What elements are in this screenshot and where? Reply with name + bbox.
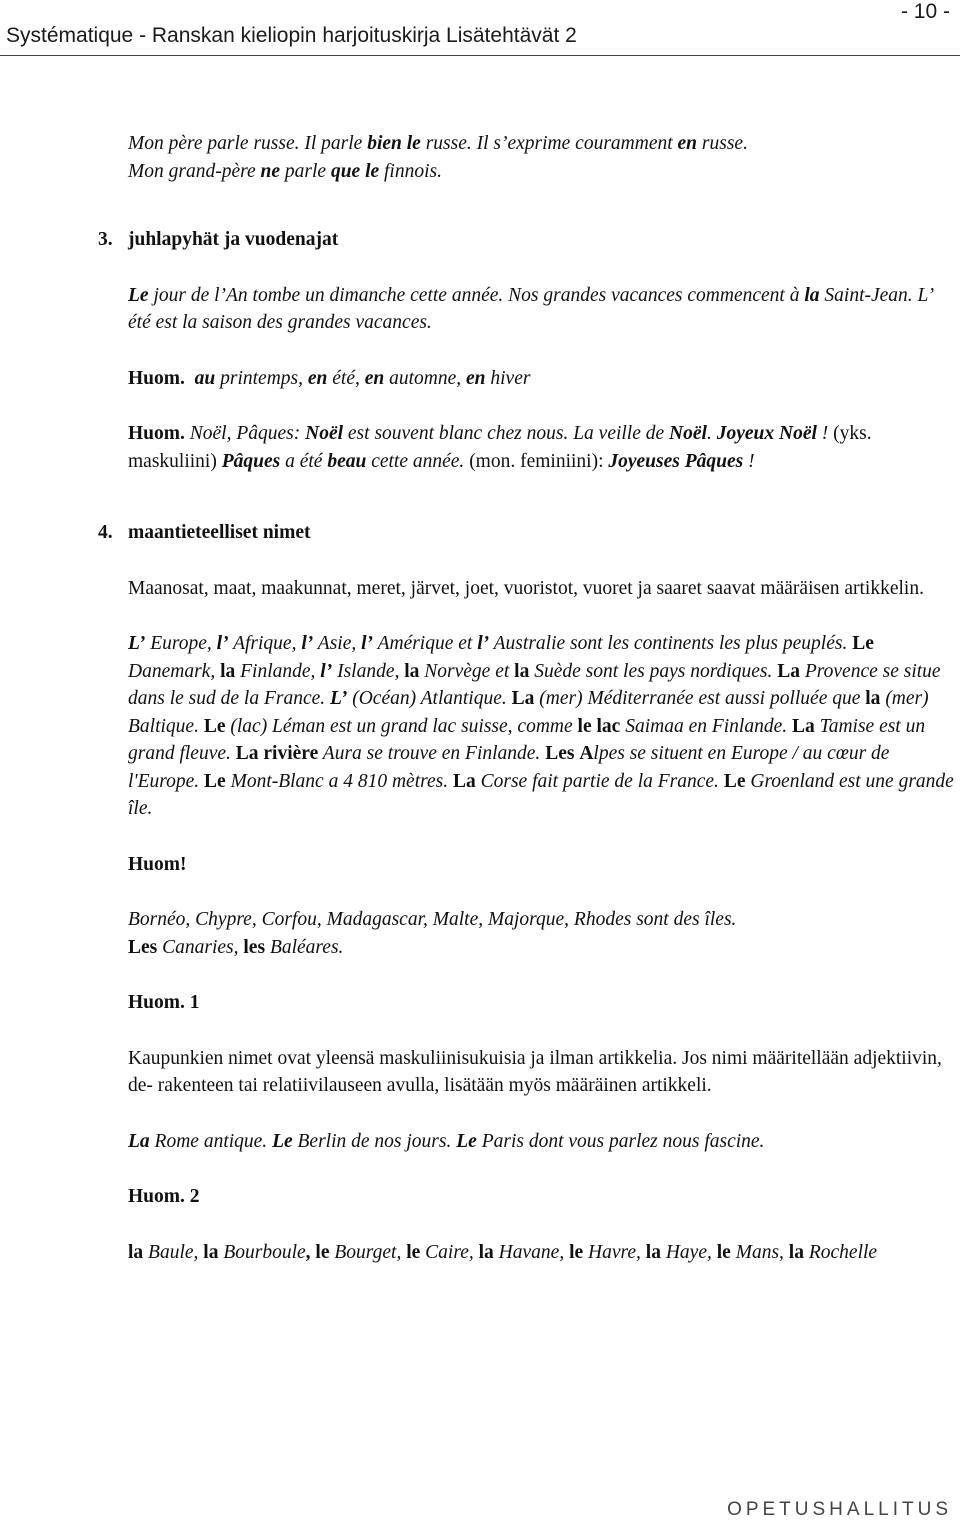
header-divider xyxy=(0,55,960,56)
section-3-note-holidays: Huom. Noël, Pâques: Noël est souvent blanc chez nous. La veille de Noël. Joyeux Noël ! (yks. maskuliini) Pâques a été beau cette année. (mon. feminiini): Joyeuses Pâques ! xyxy=(128,423,872,472)
huom-2-text: la Baule, la Bourboule, le Bourget, le Caire, la Havane, le Havre, la Haye, le Mans, la Rochelle xyxy=(128,1241,878,1263)
intro-line-2: Mon grand-père ne parle que le finnois. xyxy=(128,160,442,182)
huom-label: Huom! xyxy=(128,853,187,875)
huom-1-label: Huom. 1 xyxy=(128,992,200,1013)
section-3-number: 3. xyxy=(98,229,113,250)
huom-2-label: Huom. 2 xyxy=(128,1186,200,1207)
header-title: Systématique - Ranskan kieliopin harjoituskirja Lisätehtävät 2 xyxy=(6,24,577,47)
page-number: - 10 - xyxy=(900,0,950,23)
intro-line-1: Mon père parle russe. Il parle bien le russe. Il s’exprime couramment en russe. xyxy=(128,133,748,154)
page-header xyxy=(0,0,960,60)
section-4-heading xyxy=(98,519,954,547)
publisher-logo: OPETUSHALLITUS xyxy=(727,1499,952,1520)
section-3-note-seasons: Huom. au printemps, en été, en automne, en hiver xyxy=(128,367,531,389)
section-4-intro: Maanosat, maat, maakunnat, meret, järvet, joet, vuoristot, vuoret ja saaret saavat määräisen artikkelin. xyxy=(128,577,924,599)
section-3-paragraph: Le jour de l’An tombe un dimanche cette année. Nos grandes vacances commencent à la Saint-Jean. L’ été est la saison des grandes vacances. xyxy=(128,284,933,333)
section-3-title: juhlapyhät ja vuodenajat xyxy=(128,229,339,250)
islands-line-2: Les Canaries, les Baléares. xyxy=(128,936,344,958)
section-4-title: maantieteelliset nimet xyxy=(128,522,311,543)
section-4-number: 4. xyxy=(98,522,113,543)
huom-1-text: Kaupunkien nimet ovat yleensä maskuliinisukuisia ja ilman artikkelia. Jos nimi määritellään adjektiivin, de- rakenteen tai relatiivilauseen avulla, lisätään myös määräinen artikkeli. xyxy=(128,1047,942,1096)
cities-example: La Rome antique. Le Berlin de nos jours. Le Paris dont vous parlez nous fascine. xyxy=(128,1130,765,1152)
islands-line-1: Bornéo, Chypre, Corfou, Madagascar, Malte, Majorque, Rhodes sont des îles. xyxy=(128,909,737,930)
section-4-examples: L’ Europe, l’ Afrique, l’ Asie, l’ Amérique et l’ Australie sont les continents les plus peuplés. Le Danemark, la Finlande, l’ Islande, la Norvège et la Suède sont les pays nordiques. La Provence se situe dans le sud de la France. L’ (Océan) Atlantique. La (mer) Méditerranée est aussi polluée que la (mer) Baltique. Le (lac) Léman est un grand lac suisse, comme le lac Saimaa en Finlande. La Tamise est un grand fleuve. La rivière Aura se trouve en Finlande. Les Alpes se situent en Europe / au cœur de l'Europe. Le Mont-Blanc a 4 810 mètres. La Corse fait partie de la France. Le Groenland est une grande île. xyxy=(128,633,954,819)
section-3-heading xyxy=(98,226,954,254)
document-body xyxy=(98,130,954,1266)
